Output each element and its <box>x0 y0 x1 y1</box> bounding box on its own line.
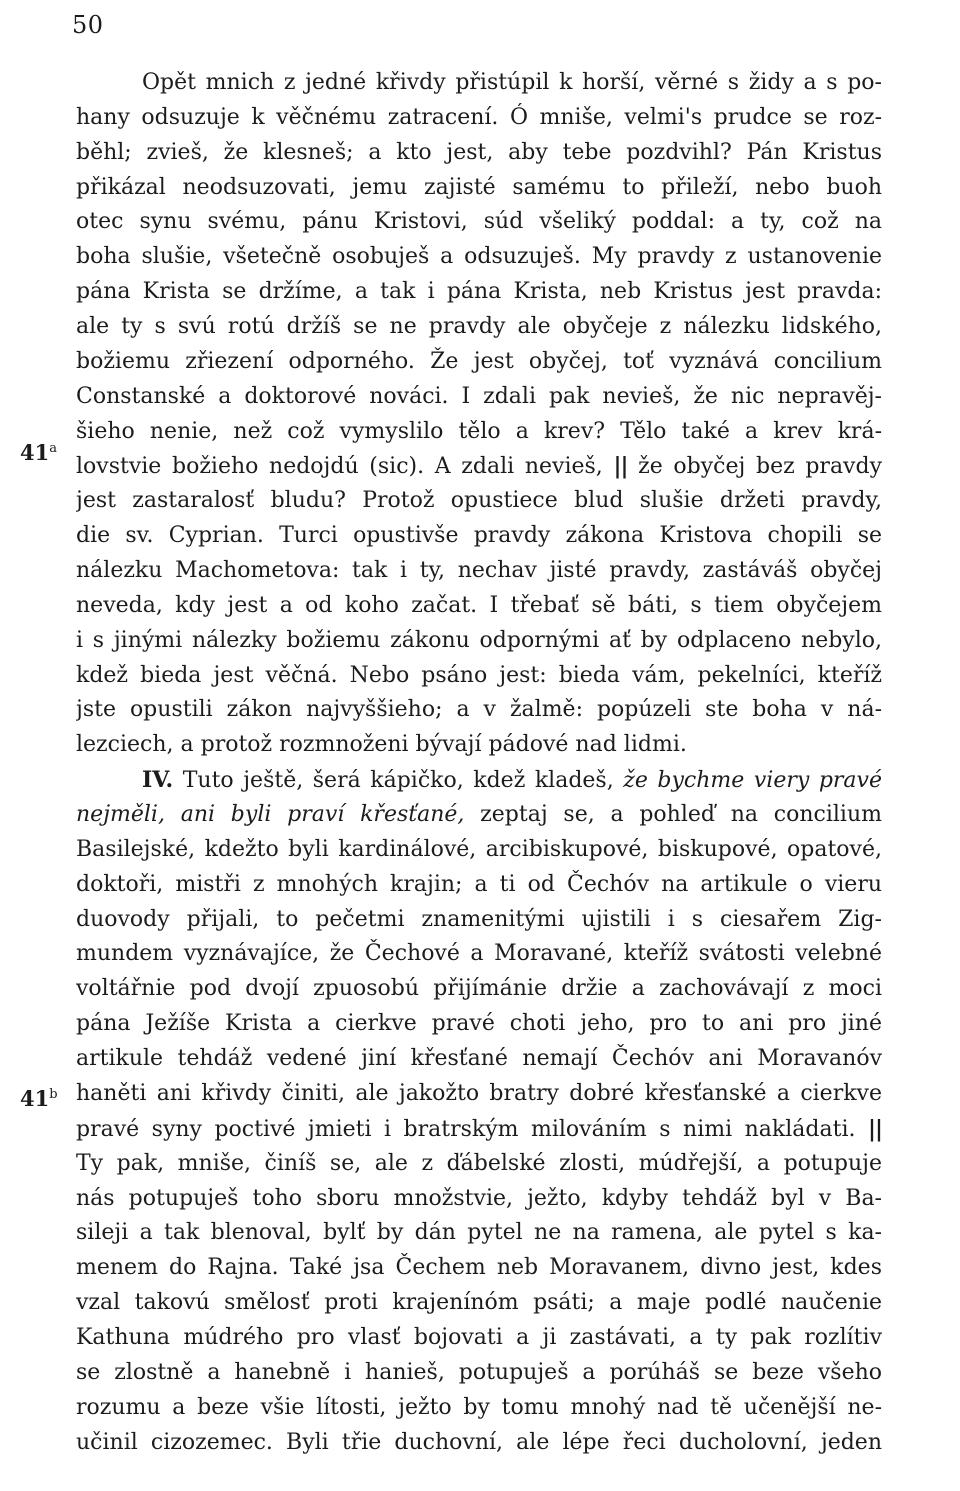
text-line: šieho nenie, než což vymyslilo tělo a krev? Tělo také a krev krá- <box>76 418 882 444</box>
text-line: Constanské a doktorové nováci. I zdali pak nevieš, že nic nepravěj- <box>76 383 882 409</box>
text-line: nás potupuješ toho sboru množstvie, ježto, kdyby tehdáž byl v Ba- <box>76 1185 882 1211</box>
body-text <box>76 66 882 1460</box>
text-line: jste opustili zákon najvyššieho; a v žalmě: popúzeli ste boha v ná- <box>76 697 882 723</box>
text-line: ale ty s svú rotú držíš se ne pravdy ale obyčeje z nálezku lidského, <box>76 314 882 340</box>
marginal-folio-number: 41 <box>20 1086 50 1111</box>
text-line: voltářnie pod dvojí zpuosobú přijímánie držie a zachovávají z moci <box>76 976 882 1002</box>
section-numeral: IV. <box>142 767 174 794</box>
folio-separator: || <box>613 453 628 480</box>
text-line: i s jinými nálezky božiemu zákonu odpornými ať by odplaceno nebylo, <box>76 627 882 653</box>
marginal-folio-number: 41 <box>20 440 50 465</box>
text-line <box>76 763 882 798</box>
text-line: duovody přijali, to pečetmi znamenitými ujistili i s ciesařem Zig- <box>76 906 882 932</box>
text-line <box>76 1112 882 1147</box>
text-line: lezciech, a protož rozmnoženi bývají pádové nad lidmi. <box>76 732 687 758</box>
text-line: pána Krista se držíme, a tak i pána Krista, neb Kristus jest pravda: <box>76 279 882 305</box>
text-line: učinil cizozemec. Byli třie duchovní, ale lépe řeci ducholovní, jeden <box>76 1429 882 1455</box>
page-number: 50 <box>72 11 104 39</box>
text-segment: Tuto ještě, šerá kápičko, kdež kladeš, <box>182 768 614 794</box>
text-line: jest zastaralosť bludu? Protož opustiece blud slušie držeti pravdy, <box>76 488 882 514</box>
text-line <box>76 798 882 833</box>
text-segment: zeptaj se, a pohleď na concilium <box>480 802 882 828</box>
folio-separator: || <box>867 1115 882 1142</box>
text-line: Ty pak, mniše, činíš se, ale z ďábelské zlosti, múdřejší, a potupuje <box>76 1150 882 1176</box>
text-line: haněti ani křivdy činiti, ale jakožto bratry dobré křesťanské a cierkve <box>76 1080 882 1106</box>
text-line: sileji a tak blenoval, bylť by dán pytel ne na ramena, ale pytel s ka- <box>76 1220 882 1246</box>
italic-quote: nejměli, ani byli praví křesťané, <box>76 802 465 828</box>
text-line: přikázal neodsuzovati, jemu zajisté samému to přileží, nebo buoh <box>76 174 882 200</box>
text-line: mundem vyznávajíce, že Čechové a Moravané, kteříž svátosti velebné <box>76 941 882 967</box>
text-segment: že obyčej bez pravdy <box>638 454 882 480</box>
marginal-folio-side: b <box>49 1087 58 1102</box>
text-line: hany odsuzuje k věčnému zatracení. Ó mniše, velmi's prudce se roz- <box>76 104 882 130</box>
text-line: vzal takovú smělosť proti krajenínóm psáti; a maje podlé naučenie <box>76 1290 882 1316</box>
text-line: nálezku Machometova: tak i ty, nechav jisté pravdy, zastáváš obyčej <box>76 558 882 584</box>
text-line <box>76 449 882 484</box>
text-line: kdež bieda jest věčná. Nebo psáno jest: bieda vám, pekelníci, kteříž <box>76 662 882 688</box>
text-line: běhl; zvieš, že klesneš; a kto jest, aby tebe pozdvihl? Pán Kristus <box>76 139 882 165</box>
marginal-folio-note <box>20 432 57 470</box>
italic-quote: že bychme viery pravé <box>623 768 882 794</box>
text-line: die sv. Cyprian. Turci opustivše pravdy zákona Kristova chopili se <box>76 523 882 549</box>
text-line: se zlostně a hanebně i hanieš, potupuješ a porúháš se beze všeho <box>76 1359 882 1385</box>
text-line: boha slušie, všetečně osobuješ a odsuzuješ. My pravdy z ustanovenie <box>76 244 882 270</box>
text-line: Basilejské, kdežto byli kardinálové, arcibiskupové, biskupové, opatové, <box>76 836 882 862</box>
marginal-folio-side: a <box>49 441 57 456</box>
marginal-folio-note <box>20 1078 58 1116</box>
text-line: artikule tehdáž vedené jiní křesťané nemají Čechóv ani Moravanóv <box>76 1046 882 1072</box>
text-line: pána Ježíše Krista a cierkve pravé choti jeho, pro to ani pro jiné <box>76 1011 882 1037</box>
text-line: rozumu a beze všie lítosti, ježto by tomu mnohý nad tě učenější ne- <box>76 1394 882 1420</box>
text-line: otec synu svému, pánu Kristovi, súd všeliký poddal: a ty, což na <box>76 209 882 235</box>
text-line: menem do Rajna. Také jsa Čechem neb Moravanem, divno jest, kdes <box>76 1255 882 1281</box>
text-segment: pravé syny poctivé jmieti i bratrským milováním s nimi nakládati. <box>76 1116 856 1142</box>
text-line: neveda, kdy jest a od koho začat. I třebať sě báti, s tiem obyčejem <box>76 592 882 618</box>
text-line: doktoři, mistři z mnohých krajin; a ti od Čechóv na artikule o vieru <box>76 871 882 897</box>
text-line: Opět mnich z jedné křivdy přistúpil k horší, věrné s židy a s po- <box>142 70 882 95</box>
text-segment: lovstvie božieho nedojdú (sic). A zdali nevieš, <box>76 454 603 480</box>
text-line: Kathuna múdrého pro vlasť bojovati a ji zastávati, a ty pak rozlítiv <box>76 1324 882 1350</box>
text-line: božiemu zřiezení odporného. Že jest obyčej, toť vyznává concilium <box>76 348 882 374</box>
